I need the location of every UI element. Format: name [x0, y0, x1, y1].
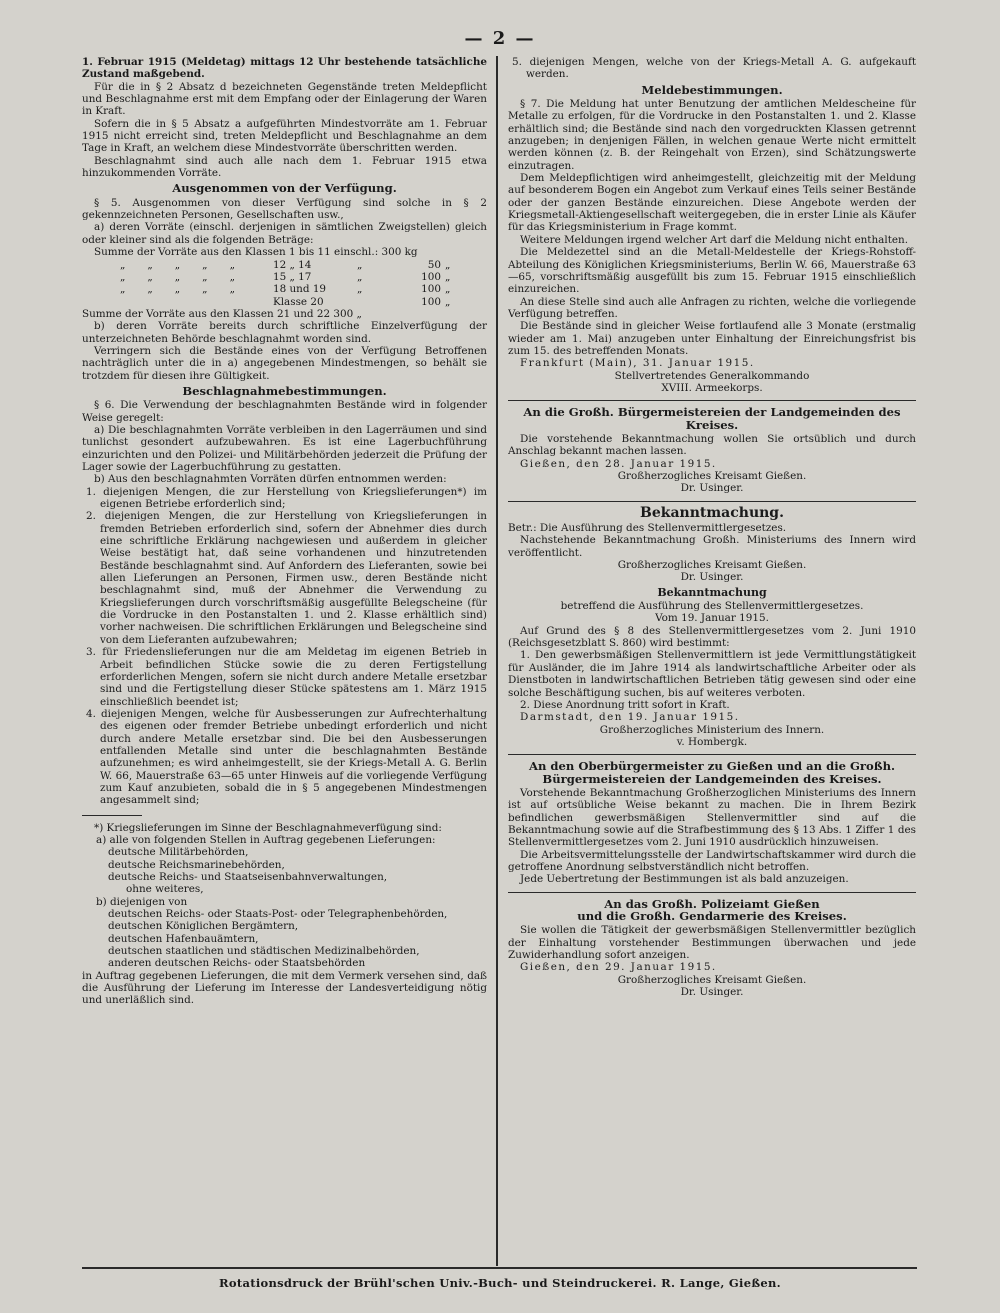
paragraph: § 5. Ausgenommen von dieser Verfügung sind solche in § 2 gekennzeichneten Personen, Gesellschaften usw., — [82, 196, 487, 222]
paragraph: Sie wollen die Tätigkeit der gewerbsmäßigen Stellenvermittler bezüglich der Einhaltung vorstehender Bestimmungen überwachen und jede Zuwiderhandlung sofort anzeigen. — [508, 924, 916, 962]
paragraph: Dem Meldepflichtigen wird anheimgestellt, gleichzeitig mit der Meldung auf besonderem Bogen ein Angebot zum Verkauf eines Teils seiner Bestände oder der ganzen Bestände einzureichen. Diese Angebote werden der Kriegsmetall-Aktiengesellschaft weitergegeben, die in erster Linie als Käufer für das Kriegsministerium in Frage kommt. — [508, 172, 916, 234]
paragraph: Sofern die in § 5 Absatz a aufgeführten Mindestvorräte am 1. Februar 1915 nicht erreicht sind, treten Meldepflicht und Beschlagnahme an dem Tage in Kraft, an welchem diese Mindestvorräte überschritten werden. — [82, 117, 487, 155]
footnote: a) alle von folgenden Stellen in Auftrag gegebenen Lieferungen: — [96, 833, 436, 846]
footnote: in Auftrag gegebenen Lieferungen, die mit dem Vermerk versehen sind, daß die Ausführung der Lieferung im Interesse der Landesverteidigung nötig und unerläßlich sind. — [82, 969, 487, 1007]
footnote-divider — [82, 815, 142, 816]
section-divider — [508, 400, 916, 401]
table-cell: „ — [444, 295, 451, 308]
signature: Dr. Usinger. — [680, 986, 744, 999]
paragraph: Die Bestände sind in gleicher Weise fortlaufend alle 3 Monate (erstmalig wieder am 1. Mai) anzugeben unter Einhaltung der Einreichungsfrist bis zum 15. des betreffenden Monats. — [508, 320, 916, 357]
section-heading: Bekanntmachung. — [640, 504, 784, 521]
paragraph: Die Arbeitsvermittelungsstelle der Landwirtschaftskammer wird durch die getroffene Anordnung selbstverständlich nicht betroffen. — [508, 848, 916, 873]
date-line: Gießen, den 29. Januar 1915. — [520, 961, 717, 974]
footnote-item: deutsche Reichs- und Staatseisenbahnverwaltungen, — [108, 871, 388, 883]
table-cell: 12 „ 14 — [272, 258, 312, 271]
table-cell: 50 — [427, 258, 441, 271]
table-cell: „ — [444, 270, 451, 283]
paragraph: Auf Grund des § 8 des Stellenvermittlergesetzes vom 2. Juni 1910 (Reichsgesetzblatt S. 860) wird bestimmt: — [508, 624, 916, 650]
paragraph: Jede Uebertretung der Bestimmungen ist als bald anzuzeigen. — [520, 873, 849, 886]
signature: v. Hombergk. — [676, 735, 748, 748]
table-cell: 18 und 19 — [272, 283, 327, 296]
table-cell: 100 — [421, 270, 441, 283]
paragraph: Die vorstehende Bekanntmachung wollen Sie ortsüblich und durch Anschlag bekannt machen lassen. — [508, 432, 916, 458]
table-row — [118, 271, 452, 283]
table-cell: 100 — [421, 283, 441, 296]
page-number: — 2 — — [464, 28, 536, 49]
list-item: 2. diejenigen Mengen, die zur Herstellung von Kriegslieferungen in fremden Betrieben erforderlich sind, sofern der Abnehmer dies durch eine schriftliche Erklärung nachgewiesen und außerdem in gleicher Weise bestätigt hat, daß seine vorhandenen und hinzutretenden Bestände beschlagnahmt sind. Auf Anfordern des Lieferanten, sowie bei allen Lieferungen an Personen, Firmen usw., deren Bestände nicht beschlagnahmt sind, muß der Abnehmer die Verwendung zu Kriegslieferungen durch vorschriftsmäßig ausgefüllte Belegscheine (für die Vordrucke in den Postanstalten 1. und 2. Klasse erhältlich sind) vorher nachweisen. Die schriftlichen Erklärungen und Belegscheine sind von dem Lieferanten aufzubewahren; — [86, 510, 487, 646]
paragraph: Nachstehende Bekanntmachung Großh. Ministeriums des Innern wird veröffentlicht. — [508, 534, 916, 559]
table-cell: „ — [174, 258, 181, 271]
column-divider — [496, 56, 498, 1266]
section-heading: Meldebestimmungen. — [641, 82, 783, 97]
table-cell: „ — [147, 258, 153, 271]
table-cell: „ — [229, 270, 235, 283]
subtitle: betreffend die Ausführung des Stellenvermittlergesetzes. — [560, 600, 864, 613]
subject-line: Betr.: Die Ausführung des Stellenvermittlergesetzes. — [508, 522, 787, 535]
section-heading: An die Großh. Bürgermeistereien der Landgemeinden des Kreises. — [523, 405, 901, 432]
table-cell: „ — [147, 283, 153, 296]
signature: Dr. Usinger. — [680, 482, 744, 495]
table-cell: „ — [202, 270, 208, 283]
signature: Großherzogliches Ministerium des Innern. — [599, 723, 825, 736]
paragraph: b) Aus den beschlagnahmten Vorräten dürfen entnommen werden: — [94, 473, 447, 486]
footnote-item: deutsche Militärbehörden, — [108, 846, 249, 859]
table-cell: „ — [120, 270, 126, 283]
paragraph: b) deren Vorräte bereits durch schriftliche Einzelverfügung der unterzeichneten Behörde beschlagnahmt worden sind. — [82, 320, 487, 345]
table-cell: „ — [356, 258, 363, 271]
table-cell — [228, 296, 237, 308]
footnote-item: anderen deutschen Reichs- oder Staatsbehörden — [108, 957, 366, 970]
table-cell: „ — [356, 270, 363, 283]
footer-divider — [82, 1267, 917, 1269]
paragraph: Summe der Vorräte aus den Klassen 21 und 22 300 „ — [82, 307, 362, 320]
table-cell — [200, 296, 209, 308]
paragraph: Summe der Vorräte aus den Klassen 1 bis 11 einschl.: 300 kg — [94, 246, 418, 259]
footnote: b) diejenigen von — [96, 895, 188, 908]
subtitle: Vom 19. Januar 1915. — [655, 612, 769, 625]
table-cell: Klasse 20 — [272, 295, 324, 308]
list-item: 1. diejenigen Mengen, die zur Herstellung von Kriegslieferungen*) im eigenen Betriebe erforderlich sind; — [86, 485, 487, 511]
sums-table — [118, 259, 452, 308]
section-heading: An den Oberbürgermeister zu Gießen und an die Großh. Bürgermeistereien der Landgemeinden des Kreises. — [528, 759, 896, 786]
paragraph: Beschlagnahmt sind auch alle nach dem 1. Februar 1915 etwa hinzukommenden Vorräte. — [82, 154, 487, 180]
table-cell: „ — [229, 258, 235, 271]
table-cell: „ — [229, 283, 235, 296]
table-cell: 100 — [421, 295, 441, 308]
right-column — [508, 56, 916, 1266]
table-cell — [145, 296, 154, 308]
section-heading: Ausgenommen von der Verfügung. — [172, 181, 397, 196]
section-divider — [508, 892, 916, 893]
footnote-item: deutschen Königlichen Bergämtern, — [108, 920, 299, 933]
footnote-item: ohne weiteres, — [126, 883, 204, 896]
signature: Großherzogliches Kreisamt Gießen. — [617, 559, 807, 572]
table-cell: „ — [202, 283, 208, 296]
signature: XVIII. Armeekorps. — [661, 381, 763, 394]
left-column — [82, 56, 487, 1266]
paragraph: § 7. Die Meldung hat unter Benutzung der amtlichen Meldescheine für Metalle zu erfolgen, für die Vordrucke in den Postanstalten 1. und 2. Klasse erhältlich sind; die Bestände sind nach den vorgedruckten Klassen getrennt anzugeben; in denjenigen Fällen, in welchen genaue Werte nicht ermittelt werden können (z. B. der Reingehalt von Erzen), sind Schätzungswerte einzutragen. — [508, 98, 916, 172]
signature: Großherzogliches Kreisamt Gießen. — [617, 973, 807, 986]
footnote-item: deutschen Reichs- oder Staats-Post- oder Telegraphenbehörden, — [108, 908, 448, 921]
signature: Großherzogliches Kreisamt Gießen. — [617, 470, 807, 482]
list-item: 5. diejenigen Mengen, welche von der Kriegs-Metall A. G. aufgekauft werden. — [512, 56, 916, 81]
paragraph: a) deren Vorräte (einschl. derjenigen in sämtlichen Zweigstellen) gleich oder kleiner sind als die folgenden Beträge: — [82, 221, 487, 246]
paragraph: An diese Stelle sind auch alle Anfragen zu richten, welche die vorliegende Verfügung betreffen. — [508, 295, 916, 320]
date-line: Gießen, den 28. Januar 1915. — [520, 457, 717, 470]
table-row — [118, 296, 452, 308]
table-cell: „ — [174, 283, 181, 296]
paragraph: Weitere Meldungen irgend welcher Art darf die Meldung nicht enthalten. — [520, 233, 909, 246]
table-cell — [118, 296, 127, 308]
table-cell: „ — [120, 283, 126, 296]
table-cell — [173, 296, 182, 308]
paragraph: a) Die beschlagnahmten Vorräte verbleiben in den Lagerräumen und sind tunlichst gesondert aufzubewahren. Es ist eine Lagerbuchführung einzurichten und den Polizei- und Militärbehörden jederzeit die Prüfung der Lager sowie der Lagerbuchführung zu gestatten. — [82, 423, 487, 473]
footnote-item: deutschen Hafenbauämtern, — [108, 932, 259, 945]
section-heading: Bekanntmachung — [657, 585, 767, 599]
paragraph: Verringern sich die Bestände eines von der Verfügung Betroffenen nachträglich unter die in a) angegebenen Mindestmengen, so behält sie trotzdem für diesen ihre Gültigkeit. — [82, 344, 487, 382]
signature: Stellvertretendes Generalkommando — [614, 369, 810, 382]
table-cell: „ — [147, 270, 153, 283]
section-heading: Beschlagnahmebestimmungen. — [182, 383, 387, 398]
table-row — [118, 283, 452, 295]
section-divider — [508, 501, 916, 502]
paragraph: 1. Februar 1915 (Meldetag) mittags 12 Uhr bestehende tatsächliche Zustand maßgebend. — [82, 56, 487, 81]
table-cell: „ — [356, 283, 363, 296]
paragraph: Vorstehende Bekanntmachung Großherzoglichen Ministeriums des Innern ist auf ortsübliche Weise bekannt zu machen. Die in Ihrem Bezirk befindlichen gewerbsmäßigen Stellenvermittler sind auf die Bekanntmachung sowie auf die Strafbestimmung des § 13 Abs. 1 Ziffer 1 des Stellenvermittlergesetzes vom 2. Juni 1910 ausdrücklich hinzuweisen. — [508, 786, 916, 849]
section-heading: und die Großh. Gendarmerie des Kreises. — [577, 909, 847, 923]
paragraph: 1. Den gewerbsmäßigen Stellenvermittlern ist jede Vermittlungstätigkeit für Ausländer, die im Jahre 1914 als landwirtschaftliche Arbeiter oder als Dienstboten in landwirtschaftlichen Betrieben tätig gewesen sind oder eine solche Beschäftigung suchen, bis auf weiteres verboten. — [508, 649, 916, 699]
paragraph: § 6. Die Verwendung der beschlagnahmten Bestände wird in folgender Weise geregelt: — [82, 399, 487, 424]
table-row — [118, 259, 452, 271]
paragraph: 2. Diese Anordnung tritt sofort in Kraft. — [520, 698, 730, 711]
footnote: *) Kriegslieferungen im Sinne der Beschlagnahmeverfügung sind: — [94, 821, 442, 834]
table-cell: „ — [120, 258, 126, 271]
section-heading: An das Großh. Polizeiamt Gießen — [604, 896, 820, 911]
table-cell: „ — [202, 258, 208, 271]
footnote-item: deutsche Reichsmarinebehörden, — [108, 858, 285, 871]
table-cell: 15 „ 17 — [272, 270, 312, 283]
table-cell: „ — [444, 283, 451, 296]
table-cell: „ — [174, 270, 181, 283]
paragraph: Die Meldezettel sind an die Metall-Meldestelle der Kriegs-Rohstoff-Abteilung des Königlichen Kriegsministeriums, Berlin W. 66, Mauerstraße 63—65, vorschriftsmäßig ausgefüllt bis zum 15. Februar 1915 einschließlich einzureichen. — [508, 246, 916, 296]
footnote-item: deutschen staatlichen und städtischen Medizinalbehörden, — [108, 945, 420, 958]
list-item: 3. für Friedenslieferungen nur die am Meldetag im eigenen Betrieb in Arbeit befindlichen Stücke sowie die zu deren Fertigstellung erforderlichen Mengen, sofern sie nicht durch andere Metalle ersetzbar sind und die Fertigstellung dieser Stücke spätestens am 1. März 1915 einschließlich beendet ist; — [86, 646, 487, 708]
table-cell — [355, 296, 399, 308]
signature: Dr. Usinger. — [680, 571, 744, 584]
printer-imprint: Rotationsdruck der Brühl'schen Univ.-Buch- und Steindruckerei. R. Lange, Gießen. — [219, 1276, 781, 1290]
section-divider — [508, 754, 916, 755]
list-item: 4. diejenigen Mengen, welche für Ausbesserungen zur Aufrechterhaltung des eigenen oder fremder Betriebe unbedingt erforderlich und nicht durch andere Metalle ersetzbar sind. Die bei den Ausbesserungen entfallenden Metalle sind unter die beschlagnahmten Bestände aufzunehmen; es wird anheimgestellt, sie der Kriegs-Metall A. G. Berlin W. 66, Mauerstraße 63—65 unter Hinweis auf die vorliegende Verfügung zum Kauf anzubieten, sobald die in § 5 angegebenen Mindestmengen angesammelt sind; — [86, 707, 487, 807]
table-cell: „ — [444, 258, 451, 271]
date-line: Frankfurt (Main), 31. Januar 1915. — [520, 357, 755, 370]
date-line: Darmstadt, den 19. Januar 1915. — [520, 711, 740, 724]
paragraph: Für die in § 2 Absatz d bezeichneten Gegenstände treten Meldepflicht und Beschlagnahme erst mit dem Empfang oder der Einlagerung der Waren in Kraft. — [82, 80, 487, 118]
